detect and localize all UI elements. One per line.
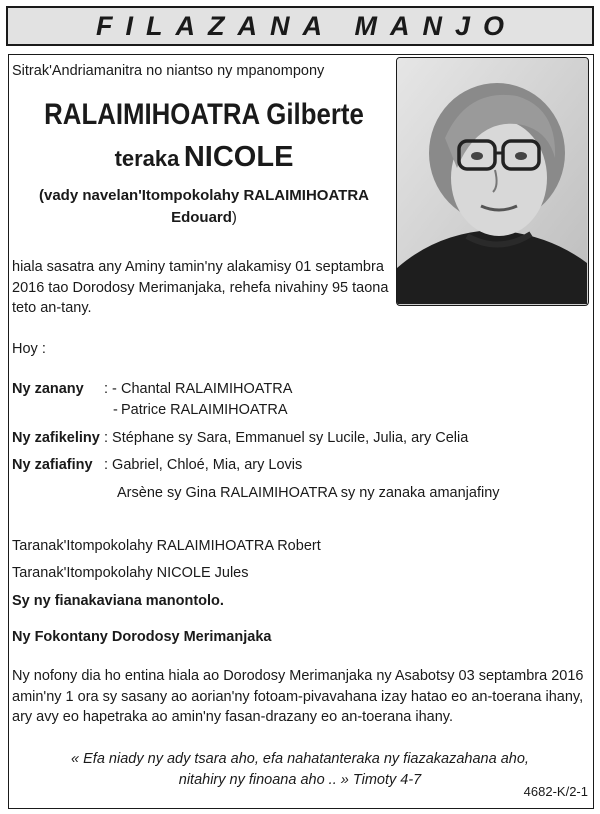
fokontany-line: Ny Fokontany Dorodosy Merimanjaka [12, 629, 272, 645]
funeral-details [12, 666, 592, 728]
grandchildren-list: : Stéphane sy Sara, Emmanuel sy Lucile, Julia, ary Celia [104, 430, 469, 446]
great-grandchildren-label: Ny zafiafiny [12, 457, 93, 473]
hoy-label: Hoy : [12, 341, 46, 357]
alias-prefix: teraka [114, 146, 180, 171]
spouse-name: RALAIMIHOATRA Edouard [171, 187, 369, 226]
alias-name: NICOLE [183, 141, 294, 173]
header-title: FILAZANA MANJO [96, 10, 517, 41]
death-notice [12, 257, 390, 319]
death-line-3: teto an-tany. [12, 300, 92, 316]
deceased-name: RALAIMIHOATRA Gilberte [44, 98, 364, 131]
relatives-line-1: Taranak'Itompokolahy RALAIMIHOATRA Robert [12, 538, 321, 554]
extra-family: Arsène sy Gina RALAIMIHOATRA sy ny zanaka amanjafiny [117, 485, 500, 501]
quote-line-2: nitahiry ny finoana aho .. » Timoty 4-7 [178, 772, 422, 788]
deceased-alias [16, 141, 392, 174]
child-2-prefix: - [113, 402, 118, 418]
reference-code: 4682-K/2-1 [523, 784, 588, 799]
spouse-line [16, 185, 392, 229]
relatives-line-2: Taranak'Itompokolahy NICOLE Jules [12, 565, 249, 581]
intro-text: Sitrak'Andriamanitra no niantso ny mpanompony [12, 63, 325, 79]
funeral-line-2: amin'ny 1 ora sy sasany ao aorian'ny fotoam-pivavahana izay hatao eo an-toerana ihany, [12, 688, 584, 705]
funeral-line-1: Ny nofony dia ho entina hiala ao Dorodosy Merimanjaka ny Asabotsy 03 septambra 2016 [12, 668, 584, 684]
funeral-line-3: ary avy eo hapetraka ao amin'ny fasan-drazany eo an-toerana ihany. [12, 709, 453, 725]
death-line-2: 2016 tao Dorodosy Merimanjaka, rehefa nivahiny 95 taona [12, 279, 389, 296]
portrait-photo [396, 57, 589, 306]
scripture-quote [30, 749, 570, 791]
relatives-line-3: Sy ny fianakaviana manontolo. [12, 593, 224, 609]
child-1: Chantal RALAIMIHOATRA [121, 381, 293, 397]
children-label: Ny zanany [12, 381, 84, 397]
great-grandchildren-list: : Gabriel, Chloé, Mia, ary Lovis [104, 457, 303, 473]
grandchildren-label: Ny zafikeliny [12, 430, 100, 446]
spouse-prefix: (vady navelan'Itompokolahy [38, 187, 240, 204]
children-sep: : - [104, 381, 117, 397]
death-line-1: hiala sasatra any Aminy tamin'ny alakamisy 01 septambra [12, 259, 384, 275]
header-banner [6, 6, 594, 46]
quote-line-1: « Efa niady ny ady tsara aho, efa nahatanteraka ny fiazakazahana aho, [71, 751, 529, 767]
spouse-suffix: ) [231, 209, 237, 226]
child-2: Patrice RALAIMIHOATRA [121, 402, 288, 418]
